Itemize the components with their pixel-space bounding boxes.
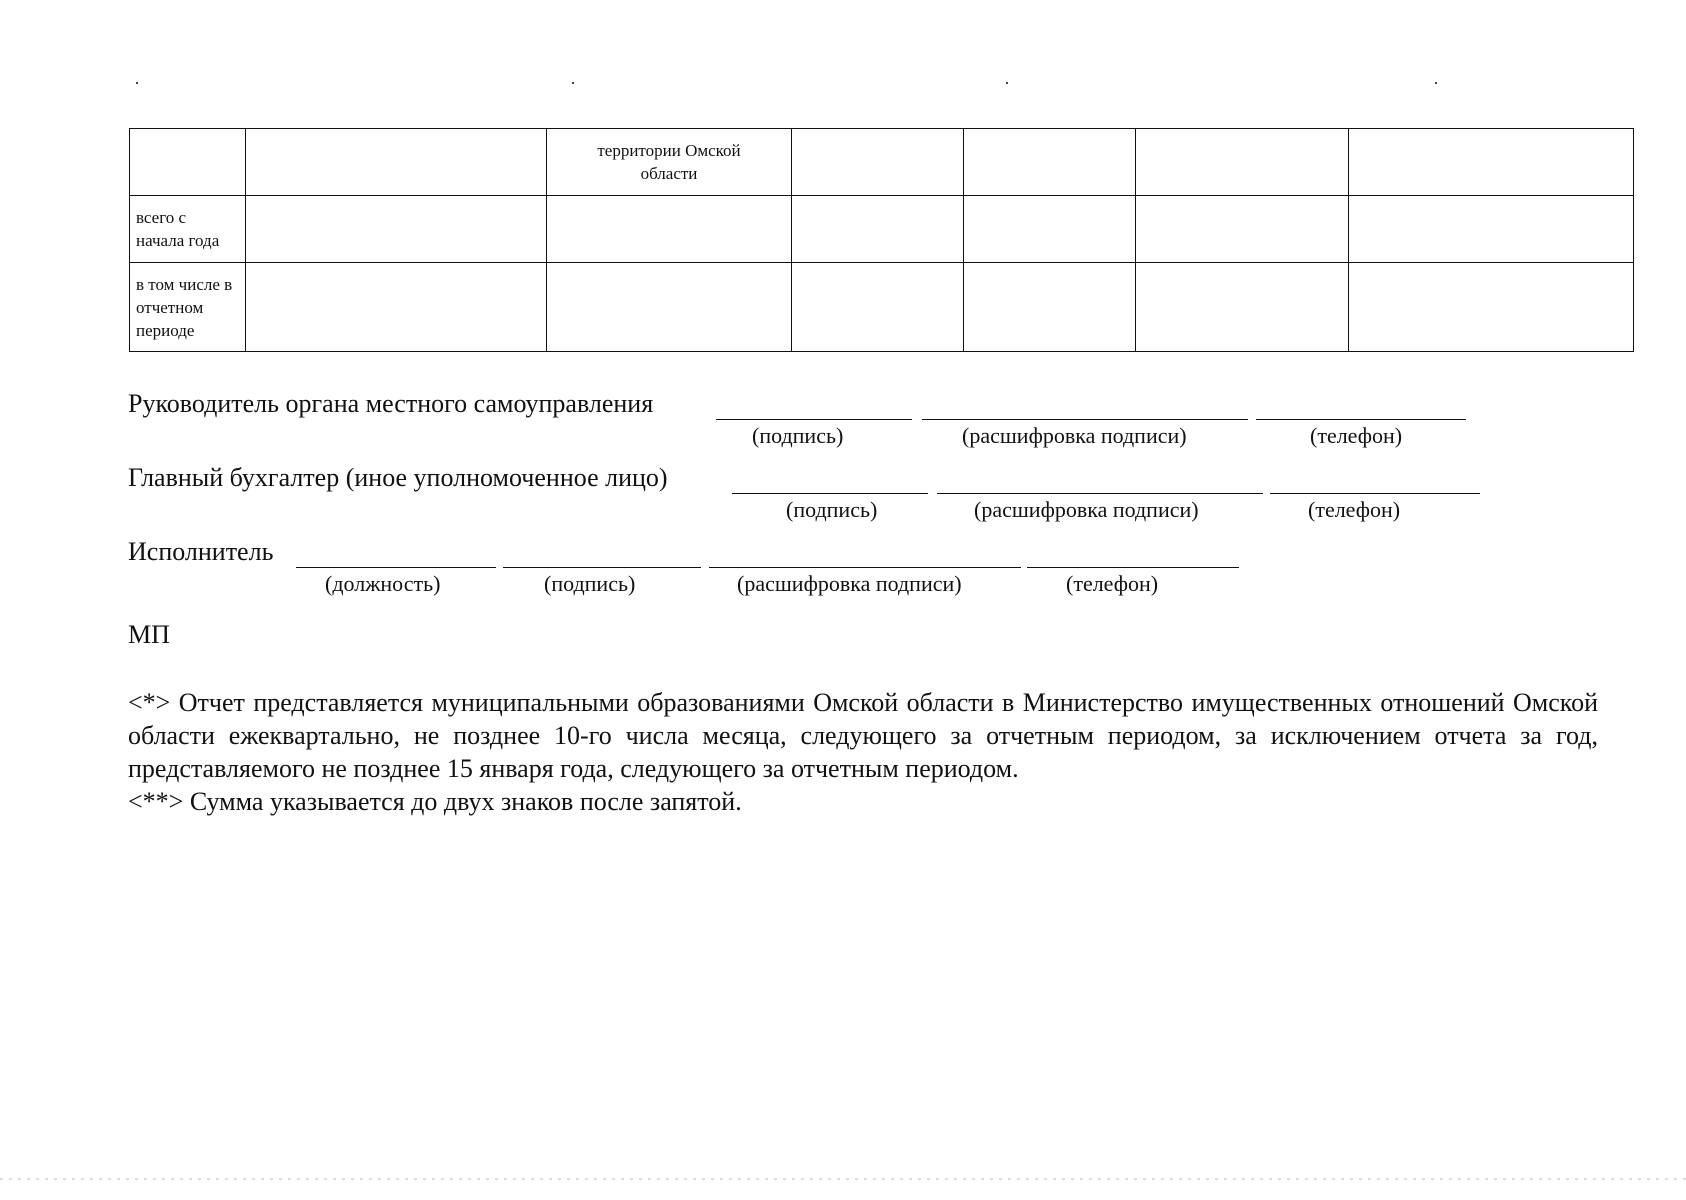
table-cell <box>792 129 964 196</box>
accountant-decode-caption: (расшифровка подписи) <box>974 497 1199 522</box>
cell-value <box>1349 263 1633 273</box>
table-cell <box>246 263 547 352</box>
cell-value <box>547 263 791 273</box>
cell-value <box>246 196 546 206</box>
row-label: всего с начала года <box>136 208 220 250</box>
accountant-phone-line[interactable] <box>1270 493 1480 494</box>
table-cell <box>964 196 1136 263</box>
table-cell <box>1136 129 1349 196</box>
scan-edge-artifact <box>0 1178 1686 1180</box>
cell-value: территории Омской области <box>597 141 741 183</box>
row-label: в том числе в отчетном периоде <box>136 275 233 340</box>
scan-speck <box>1006 82 1008 84</box>
executor-phone-caption: (телефон) <box>1066 571 1159 596</box>
table-cell <box>246 196 547 263</box>
table-cell <box>1136 263 1349 352</box>
report-table <box>129 128 1634 352</box>
head-signature-decode-line[interactable] <box>922 419 1248 420</box>
executor-position-caption: (должность) <box>325 571 441 596</box>
executor-signature-caption: (подпись) <box>544 571 636 596</box>
table-cell <box>547 263 792 352</box>
accountant-signature-line[interactable] <box>732 493 928 494</box>
executor-signature-label: Исполнитель <box>128 537 274 566</box>
cell-value <box>1136 196 1348 206</box>
table-cell <box>1136 196 1349 263</box>
footnotes <box>128 686 1598 818</box>
cell-value <box>1136 129 1348 139</box>
table-cell <box>1349 263 1634 352</box>
table-row <box>130 196 1634 263</box>
head-signature-line[interactable] <box>716 419 912 420</box>
row-label-cell <box>130 196 246 263</box>
cell-value <box>964 129 1135 139</box>
cell-value <box>246 263 546 273</box>
table-cell <box>547 129 792 196</box>
row-label <box>130 129 245 139</box>
executor-signature-decode-line[interactable] <box>709 567 1021 568</box>
cell-value <box>964 263 1135 273</box>
cell-value <box>792 263 963 273</box>
table-cell <box>1349 129 1634 196</box>
stamp-place-label: МП <box>128 620 170 649</box>
head-signature-caption: (подпись) <box>752 423 844 448</box>
table-cell <box>964 263 1136 352</box>
scan-speck <box>1435 82 1437 84</box>
table-row <box>130 129 1634 196</box>
table-cell <box>1349 196 1634 263</box>
cell-value <box>547 196 791 206</box>
accountant-signature-label: Главный бухгалтер (иное уполномоченное лицо) <box>128 463 668 492</box>
accountant-signature-decode-line[interactable] <box>937 493 1263 494</box>
footnote-1: <*> Отчет представляется муниципальными образованиями Омской области в Министерство имущественных отношений Омской области ежеквартально, не позднее 10-го числа месяца, следующего за отчетным периодом, за исключением отчета за год, представляемого не позднее 15 января года, следующего за отчетным периодом. <box>128 688 1598 783</box>
table-cell <box>964 129 1136 196</box>
table-cell <box>792 263 964 352</box>
cell-value <box>246 129 546 139</box>
executor-position-line[interactable] <box>296 567 496 568</box>
head-decode-caption: (расшифровка подписи) <box>962 423 1187 448</box>
executor-phone-line[interactable] <box>1027 567 1239 568</box>
cell-value <box>1349 196 1633 206</box>
cell-value <box>964 196 1135 206</box>
executor-decode-caption: (расшифровка подписи) <box>737 571 962 596</box>
head-phone-caption: (телефон) <box>1310 423 1403 448</box>
table-cell <box>246 129 547 196</box>
table-cell <box>547 196 792 263</box>
cell-value <box>792 196 963 206</box>
cell-value <box>792 129 963 139</box>
footnote-2: <**> Сумма указывается до двух знаков после запятой. <box>128 787 742 816</box>
table-row <box>130 263 1634 352</box>
accountant-signature-caption: (подпись) <box>786 497 878 522</box>
accountant-phone-caption: (телефон) <box>1308 497 1401 522</box>
executor-signature-line[interactable] <box>503 567 701 568</box>
table-cell <box>792 196 964 263</box>
row-label-cell <box>130 263 246 352</box>
scan-speck <box>572 82 574 84</box>
scan-speck <box>136 82 138 84</box>
row-label-cell <box>130 129 246 196</box>
head-signature-label: Руководитель органа местного самоуправления <box>128 389 654 418</box>
cell-value <box>1349 129 1633 139</box>
head-phone-line[interactable] <box>1256 419 1466 420</box>
cell-value <box>1136 263 1348 273</box>
